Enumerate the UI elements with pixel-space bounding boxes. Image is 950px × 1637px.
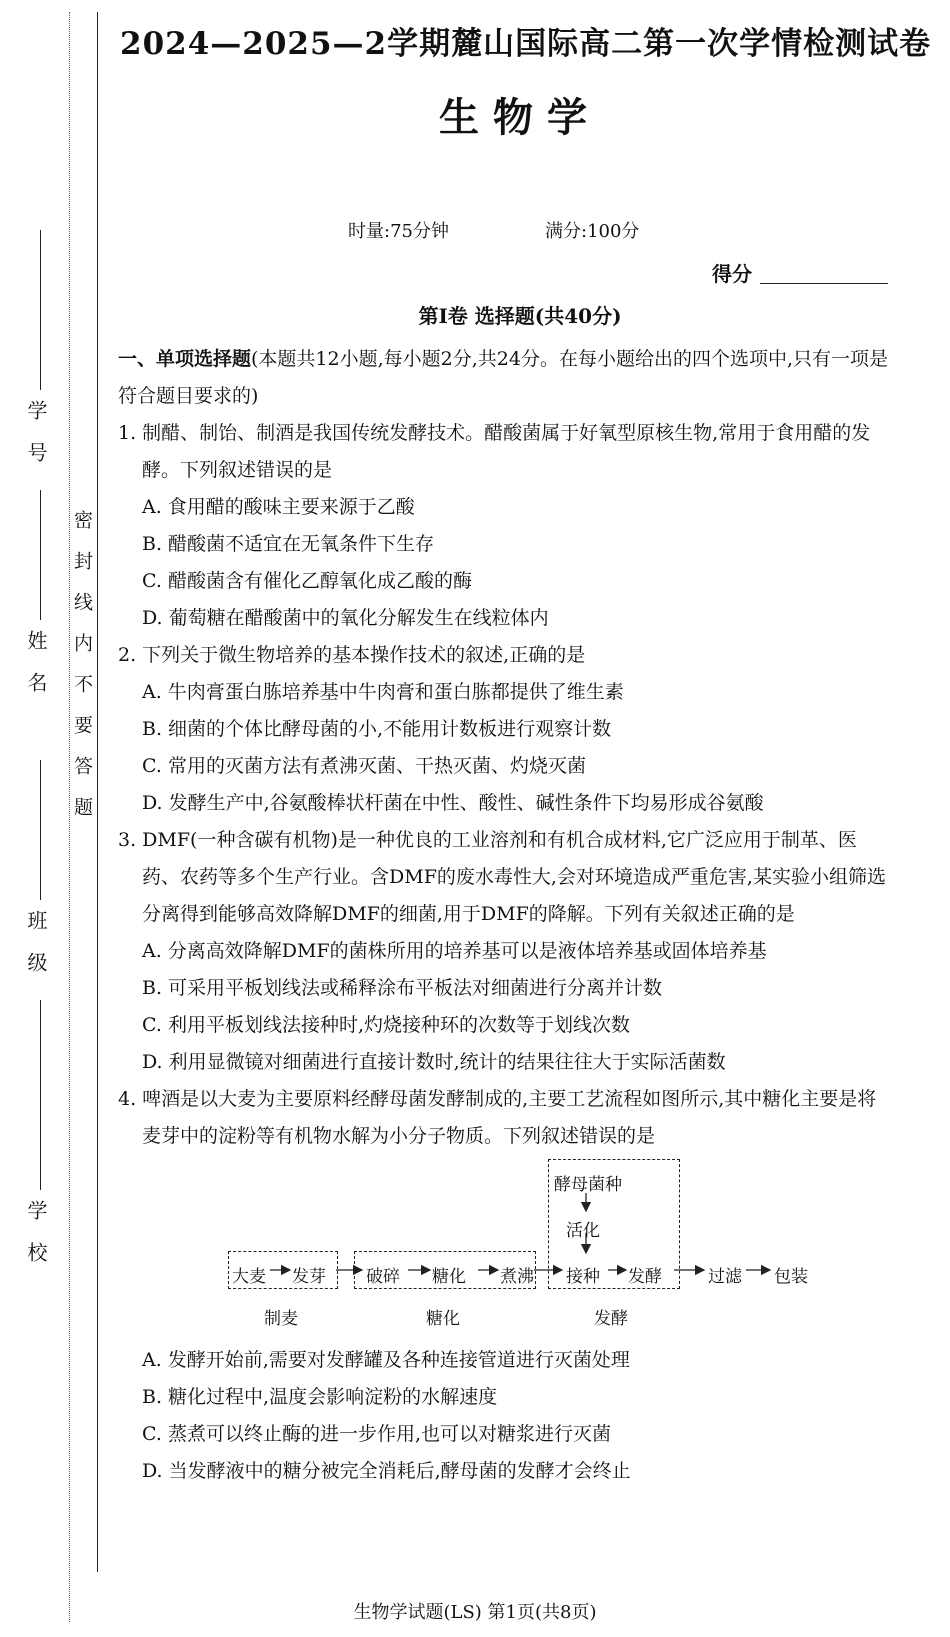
section-heading [118,341,893,415]
node-crush: 破碎 [366,1267,400,1287]
class-field[interactable] [22,910,52,994]
option: A. 食用醋的酸味主要来源于乙酸 [142,496,415,518]
flow-arrows [118,1155,893,1342]
node-package: 包装 [774,1267,808,1287]
page-footer: 生物学试题(LS) 第1页(共8页) [353,1602,597,1623]
school-field[interactable] [22,1200,52,1284]
student-name-label: 姓名 [24,630,48,714]
option: D. 发酵生产中,谷氨酸棒状杆菌在中性、酸性、碱性条件下均易形成谷氨酸 [142,792,764,814]
class-label: 班级 [24,910,48,994]
option: C. 醋酸菌含有催化乙醇氧化成乙酸的酶 [142,570,472,592]
section-head: 一、单项选择题 [118,348,252,370]
option: D. 利用显微镜对细菌进行直接计数时,统计的结果往往大于实际活菌数 [142,1051,726,1073]
brewing-flow-diagram [118,1155,893,1342]
part-title: 第Ⅰ卷 选择题(共40分) [418,304,622,328]
node-inoculate: 接种 [566,1267,600,1287]
node-yeast: 酵母菌种 [554,1175,622,1195]
node-activate: 活化 [566,1221,600,1241]
question-stem: 3. DMF(一种含碳有机物)是一种优良的工业溶剂和有机合成材料,它广泛应用于制革、医药、农药等多个生产行业。含DMF的废水毒性大,会对环境造成严重危害,某实验小组筛选分离得到能够高效降解DMF的细菌,用于DMF的降解。下列有关叙述正确的是 [118,829,886,925]
option: B. 细菌的个体比酵母菌的小,不能用计数板进行观察计数 [142,718,612,740]
node-boil: 煮沸 [500,1267,534,1287]
section-desc: (本题共12小题,每小题2分,共24分。在每小题给出的四个选项中,只有一项是符合题目要求的) [118,348,888,407]
student-id-label: 学号 [24,400,48,484]
option: A. 分离高效降解DMF的菌株所用的培养基可以是液体培养基或固体培养基 [142,940,767,962]
question-stem: 4. 啤酒是以大麦为主要原料经酵母菌发酵制成的,主要工艺流程如图所示,其中糖化主要是将麦芽中的淀粉等有机物水解为小分子物质。下列叙述错误的是 [118,1088,877,1147]
option: D. 葡萄糖在醋酸菌中的氧化分解发生在线粒体内 [142,607,549,629]
node-malt: 发芽 [292,1267,326,1287]
node-barley: 大麦 [232,1267,266,1287]
student-name-line [40,490,41,620]
node-filter: 过滤 [708,1267,742,1287]
seal-notice: 密封线内不要答题 [71,510,93,838]
caption-saccharification: 糖化 [426,1309,460,1329]
score-blank[interactable] [760,283,888,284]
time-limit: 时量:75分钟 [348,221,449,242]
question-content [118,341,893,1490]
node-saccharify: 糖化 [432,1267,466,1287]
option: B. 可采用平板划线法或稀释涂布平板法对细菌进行分离并计数 [142,977,663,999]
question-stem: 2. 下列关于微生物培养的基本操作技术的叙述,正确的是 [118,644,586,666]
question-stem: 1. 制醋、制饴、制酒是我国传统发酵技术。醋酸菌属于好氧型原核生物,常用于食用醋的发酵。下列叙述错误的是 [118,422,871,481]
option: C. 利用平板划线法接种时,灼烧接种环的次数等于划线次数 [142,1014,630,1036]
class-line [40,760,41,900]
option: A. 发酵开始前,需要对发酵罐及各种连接管道进行灭菌处理 [142,1349,630,1371]
option: D. 当发酵液中的糖分被完全消耗后,酵母菌的发酵才会终止 [142,1460,631,1482]
student-name-field[interactable] [22,630,52,714]
node-ferment: 发酵 [628,1267,662,1287]
option: C. 蒸煮可以终止酶的进一步作用,也可以对糖浆进行灭菌 [142,1423,611,1445]
option: A. 牛肉膏蛋白胨培养基中牛肉膏和蛋白胨都提供了维生素 [142,681,624,703]
caption-fermentation: 发酵 [594,1309,628,1329]
subject-title: 生物学 [439,95,601,141]
option: B. 糖化过程中,温度会影响淀粉的水解速度 [142,1386,498,1408]
school-line [40,1000,41,1190]
full-score: 满分:100分 [545,221,640,242]
binding-solid-line [97,12,98,1572]
exam-title: 2024—2025—2学期麓山国际高二第一次学情检测试卷 [120,26,932,62]
caption-malting: 制麦 [264,1309,298,1329]
student-id-field[interactable] [22,400,52,484]
school-label: 学校 [24,1200,48,1284]
student-id-line [40,230,41,390]
option: C. 常用的灭菌方法有煮沸灭菌、干热灭菌、灼烧灭菌 [142,755,586,777]
score-label: 得分 [712,262,752,286]
option: B. 醋酸菌不适宜在无氧条件下生存 [142,533,435,555]
